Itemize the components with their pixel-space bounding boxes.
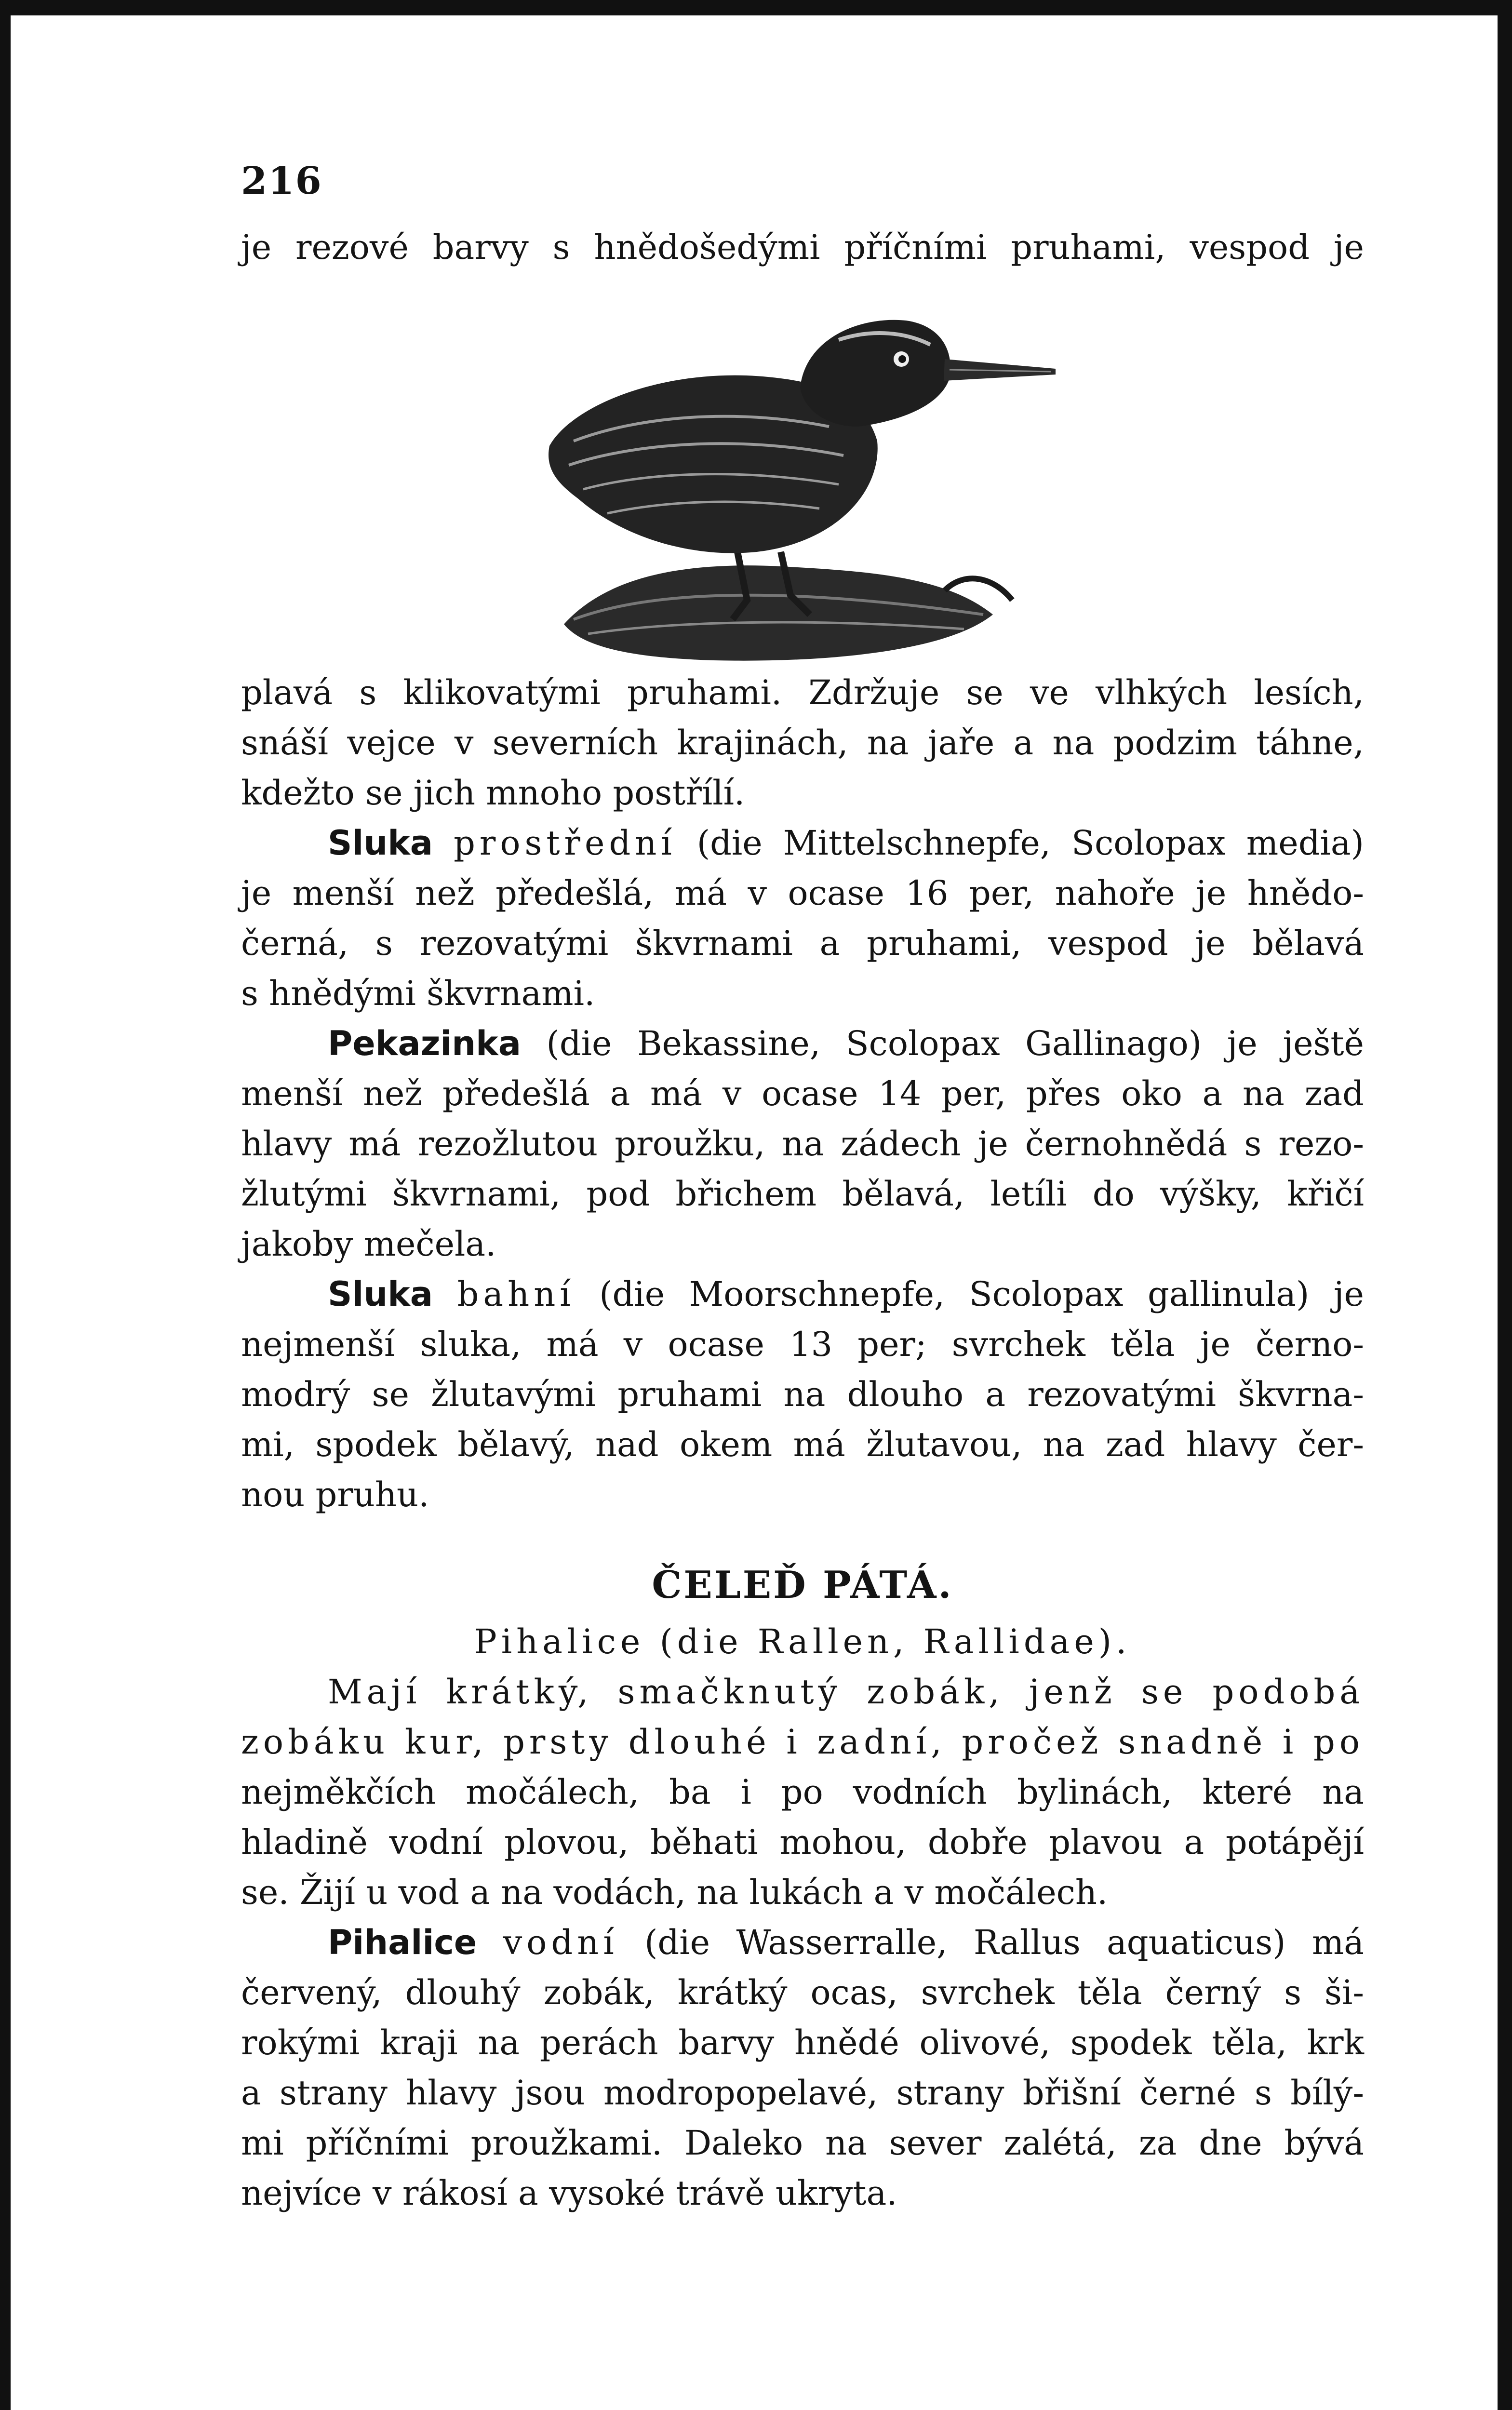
species-names: (die Bekassine, Scolopax Gallinago) je ještě	[546, 1024, 1364, 1063]
species-names: (die Wasserralle, Rallus aquaticus) má	[644, 1923, 1364, 1962]
text-line: je menší než předešlá, má v ocase 16 per, nahoře je hnědo-	[241, 873, 1364, 913]
book-page	[241, 159, 1364, 2218]
paragraph-first-line	[241, 1917, 1364, 1968]
text-line: modrý se žlutavými pruhami na dlouho a rezovatými škvrna-	[241, 1375, 1364, 1414]
text-line: hlavy má rezožlutou proužku, na zádech je černohnědá s rezo-	[241, 1124, 1364, 1164]
text-line: Mají krátký, smačknutý zobák, jenž se podobá	[328, 1672, 1364, 1712]
text-line: hladině vodní plovou, běhati mohou, dobře plavou a potápějí	[241, 1822, 1364, 1862]
species-qualifier: prostřední	[454, 823, 676, 863]
text-line: plavá s klikovatými pruhami. Zdržuje se ve vlhkých lesích,	[241, 673, 1364, 712]
text-line: nou pruhu.	[241, 1475, 429, 1514]
text-line: a strany hlavy jsou modropopelavé, strany břišní černé s bílý-	[241, 2073, 1364, 2113]
text-line: mi, spodek bělavý, nad okem má žlutavou, na zad hlavy čer-	[241, 1425, 1364, 1464]
paragraph-first-line	[241, 1269, 1364, 1319]
text-line: nejměkčích močálech, ba i po vodních bylinách, které na	[241, 1772, 1364, 1812]
text-line: snáší vejce v severních krajinách, na jaře a na podzim táhne,	[241, 723, 1364, 763]
text-line: nejvíce v rákosí a vysoké trávě ukryta.	[241, 2173, 897, 2213]
species-qualifier: vodní	[503, 1923, 618, 1962]
scan-border-right	[1498, 0, 1512, 2410]
scan-border-top	[0, 0, 1512, 15]
text-line: se. Žijí u vod a na vodách, na lukách a v močálech.	[241, 1873, 1108, 1912]
text-line: menší než předešlá a má v ocase 14 per, přes oko a na zad	[241, 1074, 1364, 1113]
section-heading: ČELEĎ PÁTÁ.	[652, 1563, 953, 1607]
species-term: Pihalice	[328, 1923, 477, 1962]
page-number: 216	[241, 159, 322, 203]
species-term: Sluka	[328, 1274, 433, 1314]
species-term: Pekazinka	[328, 1024, 521, 1063]
text-line: je rezové barvy s hnědošedými příčními pruhami, vespod je	[241, 228, 1364, 267]
text-line: s hnědými škvrnami.	[241, 974, 595, 1013]
text-line: rokými kraji na perách barvy hnědé olivové, spodek těla, krk	[241, 2023, 1364, 2062]
scan-border-left	[0, 0, 11, 2410]
text-line: zobáku kur, prsty dlouhé i zadní, pročež snadně i po	[241, 1722, 1364, 1762]
text-line: mi příčními proužkami. Daleko na sever zalétá, za dne bývá	[241, 2123, 1364, 2163]
text-line: kdežto se jich mnoho postřílí.	[241, 773, 745, 813]
paragraph-first-line	[241, 818, 1364, 868]
species-qualifier: bahní	[457, 1274, 575, 1314]
text-line: žlutými škvrnami, pod břichem bělavá, letíli do výšky, křičí	[241, 1174, 1364, 1214]
text-line: jakoby mečela.	[241, 1224, 496, 1264]
section-subheading: Pihalice (die Rallen, Rallidae).	[474, 1622, 1131, 1661]
text-line: nejmenší sluka, má v ocase 13 per; svrchek těla je černo-	[241, 1325, 1364, 1364]
figure	[241, 272, 1364, 668]
text-line: červený, dlouhý zobák, krátký ocas, svrchek těla černý s ši-	[241, 1973, 1364, 2012]
woodcock-illustration-icon	[530, 282, 1060, 668]
species-term: Sluka	[328, 823, 433, 863]
paragraph-first-line	[241, 1018, 1364, 1069]
species-names: (die Mittelschnepfe, Scolopax media)	[696, 823, 1364, 863]
text-line: černá, s rezovatými škvrnami a pruhami, vespod je bělavá	[241, 924, 1364, 963]
species-names: (die Moorschnepfe, Scolopax gallinula) je	[599, 1274, 1364, 1314]
